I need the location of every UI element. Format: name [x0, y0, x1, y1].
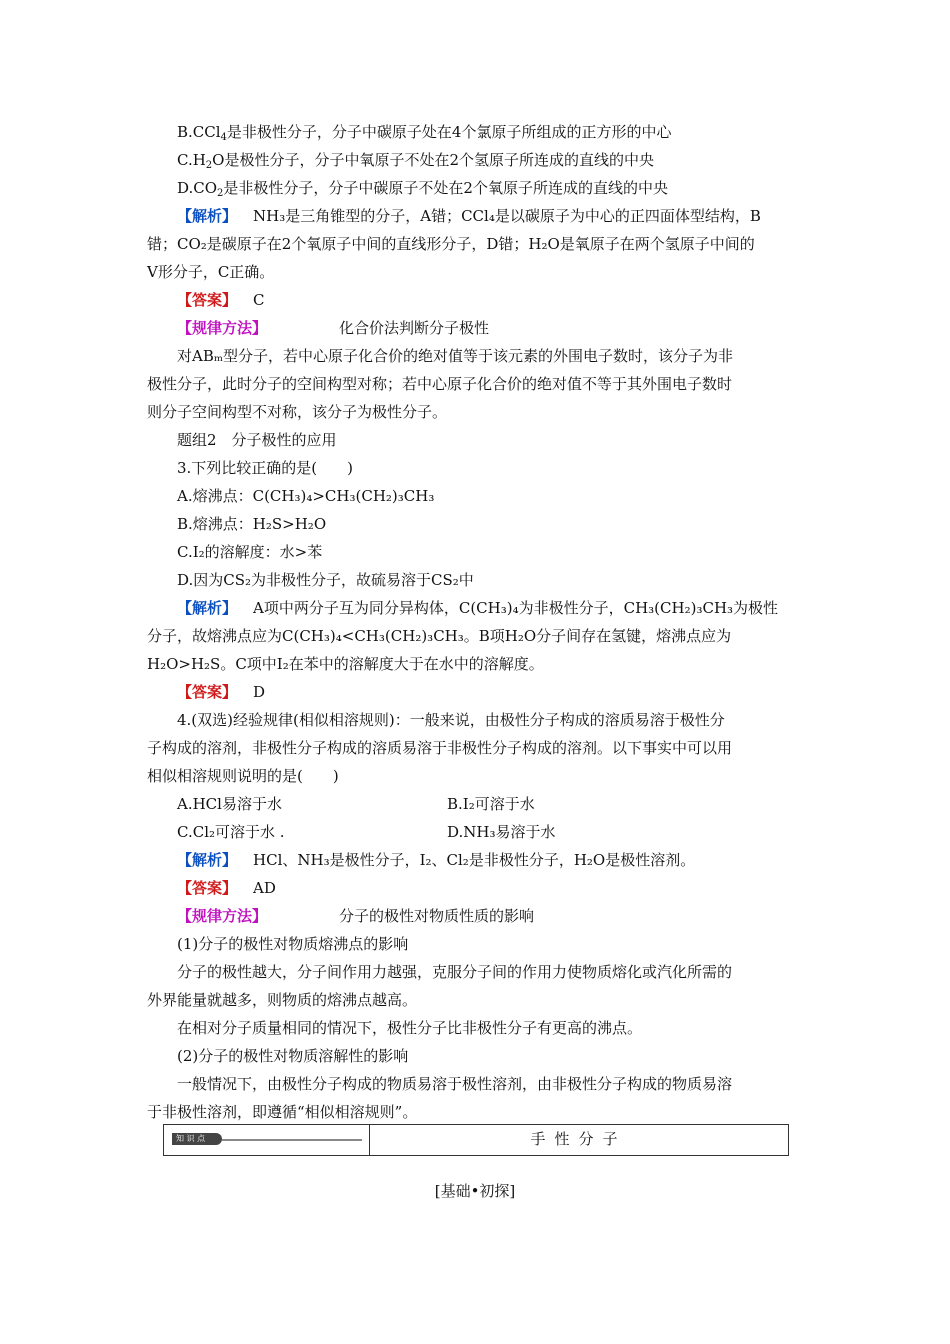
- q4-options-row1: [147, 794, 807, 814]
- method-heading-2: 【规律方法】 分子的极性对物质性质的影响: [177, 907, 535, 925]
- section-footer: [基础•初探]: [434, 1182, 516, 1200]
- q3-analysis: 【解析】 A项中两分子互为同分异构体，C(CH₃)₄为非极性分子，CH₃(CH₂)₃CH₃为极性: [177, 599, 779, 617]
- q2-answer: 【答案】 C: [177, 291, 265, 309]
- analysis-label: 【解析】: [177, 851, 238, 869]
- q4-analysis: 【解析】 HCl、NH₃是极性分子，I₂、Cl₂是非极性分子，H₂O是极性溶剂。: [177, 851, 696, 869]
- q4-stem-line3: 相似相溶规则说明的是( ): [147, 767, 339, 785]
- analysis-label: 【解析】: [177, 207, 238, 225]
- q2-analysis-line2: 错；CO₂是碳原子在2个氧原子中间的直线形分子，D错；H₂O是氧原子在两个氢原子中间的: [147, 235, 755, 253]
- method2-para3-line1: 一般情况下，由极性分子构成的物质易溶于极性溶剂，由非极性分子构成的物质易溶: [177, 1075, 733, 1093]
- q4-option-a: A.HCl易溶于水: [177, 795, 282, 813]
- answer-label: 【答案】: [177, 683, 238, 701]
- q3-stem: 3.下列比较正确的是( ): [177, 459, 354, 477]
- q4-option-c: C.Cl₂可溶于水 .: [177, 823, 285, 841]
- q4-option-d: D.NH₃易溶于水: [447, 823, 556, 841]
- q3-answer: 【答案】 D: [177, 683, 266, 701]
- q2-analysis-line3: V形分子，C正确。: [147, 263, 275, 281]
- q4-stem-line2: 子构成的溶剂，非极性分子构成的溶质易溶于非极性分子构成的溶剂。以下事实中可以用: [147, 739, 733, 757]
- knowledge-point-badge: 知 识 点: [172, 1133, 222, 1145]
- method2-sub2: (2)分子的极性对物质溶解性的影响: [177, 1047, 409, 1065]
- q2-option-c: $C.H_2O$是极性分子，分子中氧原子不处在2个氢原子所连成的直线的中央: [177, 151, 655, 171]
- method1-line3: 则分子空间构型不对称，该分子为极性分子。: [147, 403, 448, 421]
- method2-sub1: (1)分子的极性对物质熔沸点的影响: [177, 935, 409, 953]
- banner-title: 手性分子: [530, 1130, 627, 1148]
- method-label: 【规律方法】: [177, 319, 268, 337]
- q4-stem-line1: 4.(双选)经验规律(相似相溶规则)：一般来说，由极性分子构成的溶质易溶于极性分: [177, 711, 725, 729]
- q4-options-row2: [147, 822, 807, 842]
- q3-analysis-line3: H₂O>H₂S。C项中I₂在苯中的溶解度大于在水中的溶解度。: [147, 655, 544, 673]
- banner-badge-cell: [164, 1125, 370, 1155]
- analysis-label: 【解析】: [177, 599, 238, 617]
- method2-para3-line2: 于非极性溶剂，即遵循“相似相溶规则”。: [147, 1103, 418, 1121]
- method2-para1-line2: 外界能量就越多，则物质的熔沸点越高。: [147, 991, 418, 1009]
- method1-line1: 对ABₘ型分子，若中心原子化合价的绝对值等于该元素的外围电子数时，该分子为非: [177, 347, 734, 365]
- method-label: 【规律方法】: [177, 907, 268, 925]
- q4-option-b: B.I₂可溶于水: [447, 795, 535, 813]
- q2-option-b: B.CCl$_4$是非极性分子，分子中碳原子处在4个氯原子所组成的正方形的中心: [177, 123, 672, 143]
- method2-para2: 在相对分子质量相同的情况下，极性分子比非极性分子有更高的沸点。: [177, 1019, 643, 1037]
- method-heading-1: 【规律方法】 化合价法判断分子极性: [177, 319, 490, 337]
- q3-option-c: C.I₂的溶解度：水>苯: [177, 543, 323, 561]
- question-group-2: 题组2 分子极性的应用: [177, 431, 337, 449]
- answer-label: 【答案】: [177, 879, 238, 897]
- q2-analysis: 【解析】 NH₃是三角锥型的分子，A错；CCl₄是以碳原子为中心的正四面体型结构，B: [177, 207, 761, 225]
- q3-option-a: A.熔沸点：C(CH₃)₄>CH₃(CH₂)₃CH₃: [177, 487, 435, 505]
- q2-option-d: $D.CO_2$是非极性分子，分子中碳原子不处在2个氧原子所连成的直线的中央: [177, 179, 668, 199]
- badge-underline: [222, 1139, 362, 1141]
- method2-para1-line1: 分子的极性越大，分子间作用力越强，克服分子间的作用力使物质熔化或汽化所需的: [177, 963, 733, 981]
- q4-answer: 【答案】 AD: [177, 879, 276, 897]
- q3-option-d: D.因为CS₂为非极性分子，故硫易溶于CS₂中: [177, 571, 474, 589]
- q3-option-b: B.熔沸点：H₂S>H₂O: [177, 515, 327, 533]
- knowledge-point-banner: [163, 1124, 789, 1156]
- answer-label: 【答案】: [177, 291, 238, 309]
- method1-line2: 极性分子，此时分子的空间构型对称；若中心原子化合价的绝对值不等于其外围电子数时: [147, 375, 733, 393]
- q3-analysis-line2: 分子，故熔沸点应为C(CH₃)₄<CH₃(CH₂)₃CH₃。B项H₂O分子间存在氢键，熔沸点应为: [147, 627, 732, 645]
